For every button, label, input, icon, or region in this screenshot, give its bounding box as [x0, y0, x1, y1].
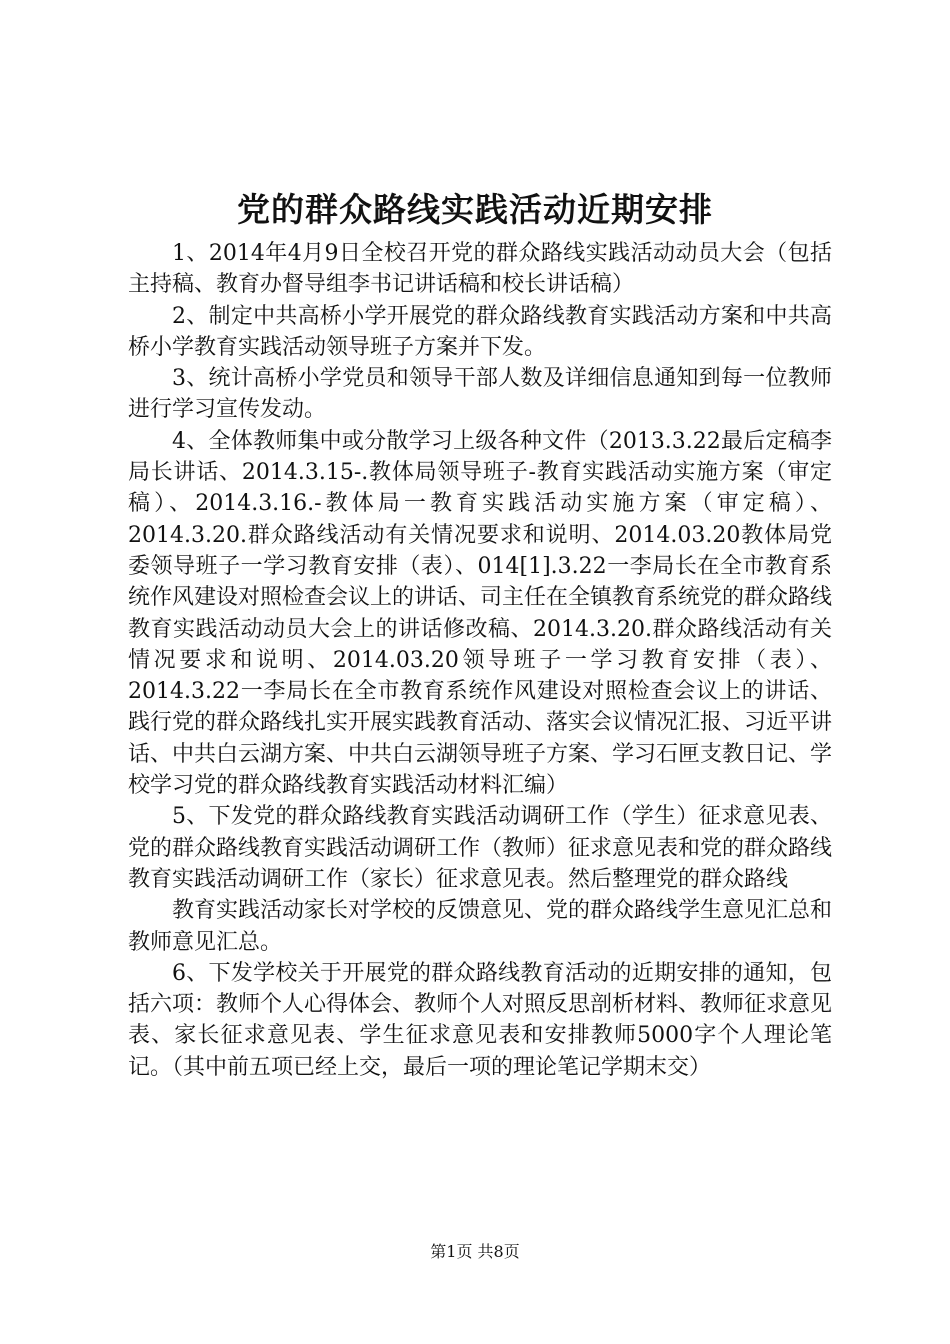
paragraph-item-6: 6、下发学校关于开展党的群众路线教育活动的近期安排的通知，包括六项：教师个人心得体会、教师个人对照反思剖析材料、教师征求意见表、家长征求意见表、学生征求意见表和安排教师5000字个人理论笔记。（其中前五项已经上交，最后一项的理论笔记学期末交）: [128, 960, 833, 1080]
document-title: 党的群众路线实践活动近期安排: [237, 190, 713, 229]
paragraph-item-5: 5、下发党的群众路线教育实践活动调研工作（学生）征求意见表、党的群众路线教育实践活动调研工作（教师）征求意见表和党的群众路线教育实践活动调研工作（家长）征求意见表。然后整理党的群众路线: [128, 804, 833, 892]
paragraph-item-4: 4、全体教师集中或分散学习上级各种文件（2013.3.22最后定稿李局长讲话、2014.3.15-.教体局领导班子-教育实践活动实施方案（审定稿）、2014.3.16.-教体局一教育实践活动实施方案（审定稿）、2014.3.20.群众路线活动有关情况要求和说明、2014.03.20教体局党委领导班子一学习教育安排（表）、014[1].3.22一李局长在全市教育系统作风建设对照检查会议上的讲话、司主任在全镇教育系统党的群众路线教育实践活动动员大会上的讲话修改稿、2014.3.20.群众路线活动有关情况要求和说明、2014.03.20领导班子一学习教育安排（表）、2014.3.22一李局长在全市教育系统作风建设对照检查会议上的讲话、践行党的群众路线扎实开展实践教育活动、落实会议情况汇报、习近平讲话、中共白云湖方案、中共白云湖领导班子方案、学习石匣支教日记、学校学习党的群众路线教育实践活动材料汇编）: [128, 428, 833, 799]
paragraph-item-1: 1、2014年4月9日全校召开党的群众路线实践活动动员大会（包括主持稿、教育办督导组李书记讲话稿和校长讲话稿）: [128, 241, 832, 298]
page-number-footer: 第1页 共8页: [430, 1242, 520, 1261]
paragraph-item-5-continued: 教育实践活动家长对学校的反馈意见、党的群众路线学生意见汇总和教师意见汇总。: [128, 898, 833, 955]
paragraph-item-3: 3、统计高桥小学党员和领导干部人数及详细信息通知到每一位教师进行学习宣传发动。: [128, 366, 832, 423]
document-body: [128, 238, 832, 1083]
paragraph-item-2: 2、制定中共高桥小学开展党的群众路线教育实践活动方案和中共高桥小学教育实践活动领导班子方案并下发。: [128, 303, 832, 360]
